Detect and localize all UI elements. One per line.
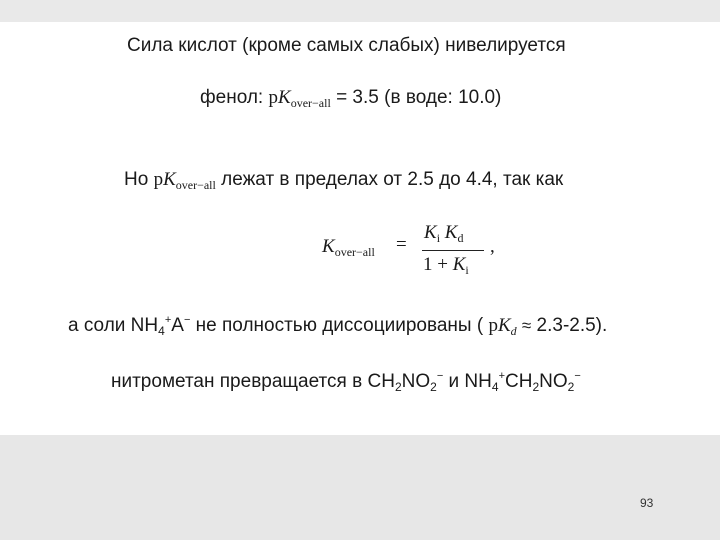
salts-prefix: а соли NH <box>68 315 159 336</box>
no2-group: NO <box>539 371 568 392</box>
formula-equals: = <box>396 234 407 255</box>
anion: A <box>171 315 184 336</box>
range-text: лежат в пределах от 2.5 до 4.4, так как <box>221 169 564 190</box>
phenol-label: фенол: <box>200 87 264 108</box>
formula-comma: , <box>490 236 495 257</box>
nitromethane-mid: и NH <box>448 371 492 392</box>
no2-group: NO <box>401 371 431 392</box>
range-prefix: Но <box>124 169 149 190</box>
nh4-charge: + <box>164 314 172 326</box>
salts-value: 2.3-2.5). <box>536 315 608 336</box>
anion-charge: − <box>574 370 581 382</box>
phenol-value: = 3.5 (в воде: 10.0) <box>336 87 502 108</box>
pk-symbol: $pK_{over-all}$ <box>268 87 331 110</box>
pk-symbol: $pK_{over-all}$ <box>153 169 216 192</box>
anion-charge: − <box>183 314 191 326</box>
salts-line <box>68 308 607 343</box>
page-number: 93 <box>640 496 654 510</box>
range-line <box>124 168 563 197</box>
no2-subscript: 2 <box>430 380 437 394</box>
slide-footer <box>0 435 720 540</box>
nitromethane-prefix: нитрометан превращается в CH <box>111 371 395 392</box>
top-strip <box>0 0 720 22</box>
nh4-subscript: 4 <box>491 380 499 394</box>
nh4-subscript: 4 <box>158 324 165 338</box>
nitromethane-line <box>111 364 581 399</box>
ch2-subscript: 2 <box>532 380 540 394</box>
nh4-charge: + <box>498 370 505 382</box>
phenol-line <box>200 86 501 115</box>
ch2-subscript: 2 <box>394 380 402 394</box>
ch2-group: CH <box>505 371 533 392</box>
formula-numerator: $K_i$ $K_d$ <box>424 222 464 245</box>
approx-symbol: ≈ <box>521 316 532 335</box>
anion-charge: − <box>436 370 444 382</box>
salts-mid: не полностью диссоциированы ( <box>195 315 484 336</box>
pkd-symbol: $pK_d$ <box>488 315 517 338</box>
formula-lhs: $K_{over-all}$ <box>322 236 375 259</box>
k-overall-formula <box>322 222 512 282</box>
heading-text: Сила кислот (кроме самых слабых) нивелируется <box>127 35 566 56</box>
formula-denominator: $1 + K_i$ <box>423 254 469 277</box>
heading-line <box>127 34 566 58</box>
fraction-bar <box>422 250 484 251</box>
no2-subscript: 2 <box>567 380 575 394</box>
